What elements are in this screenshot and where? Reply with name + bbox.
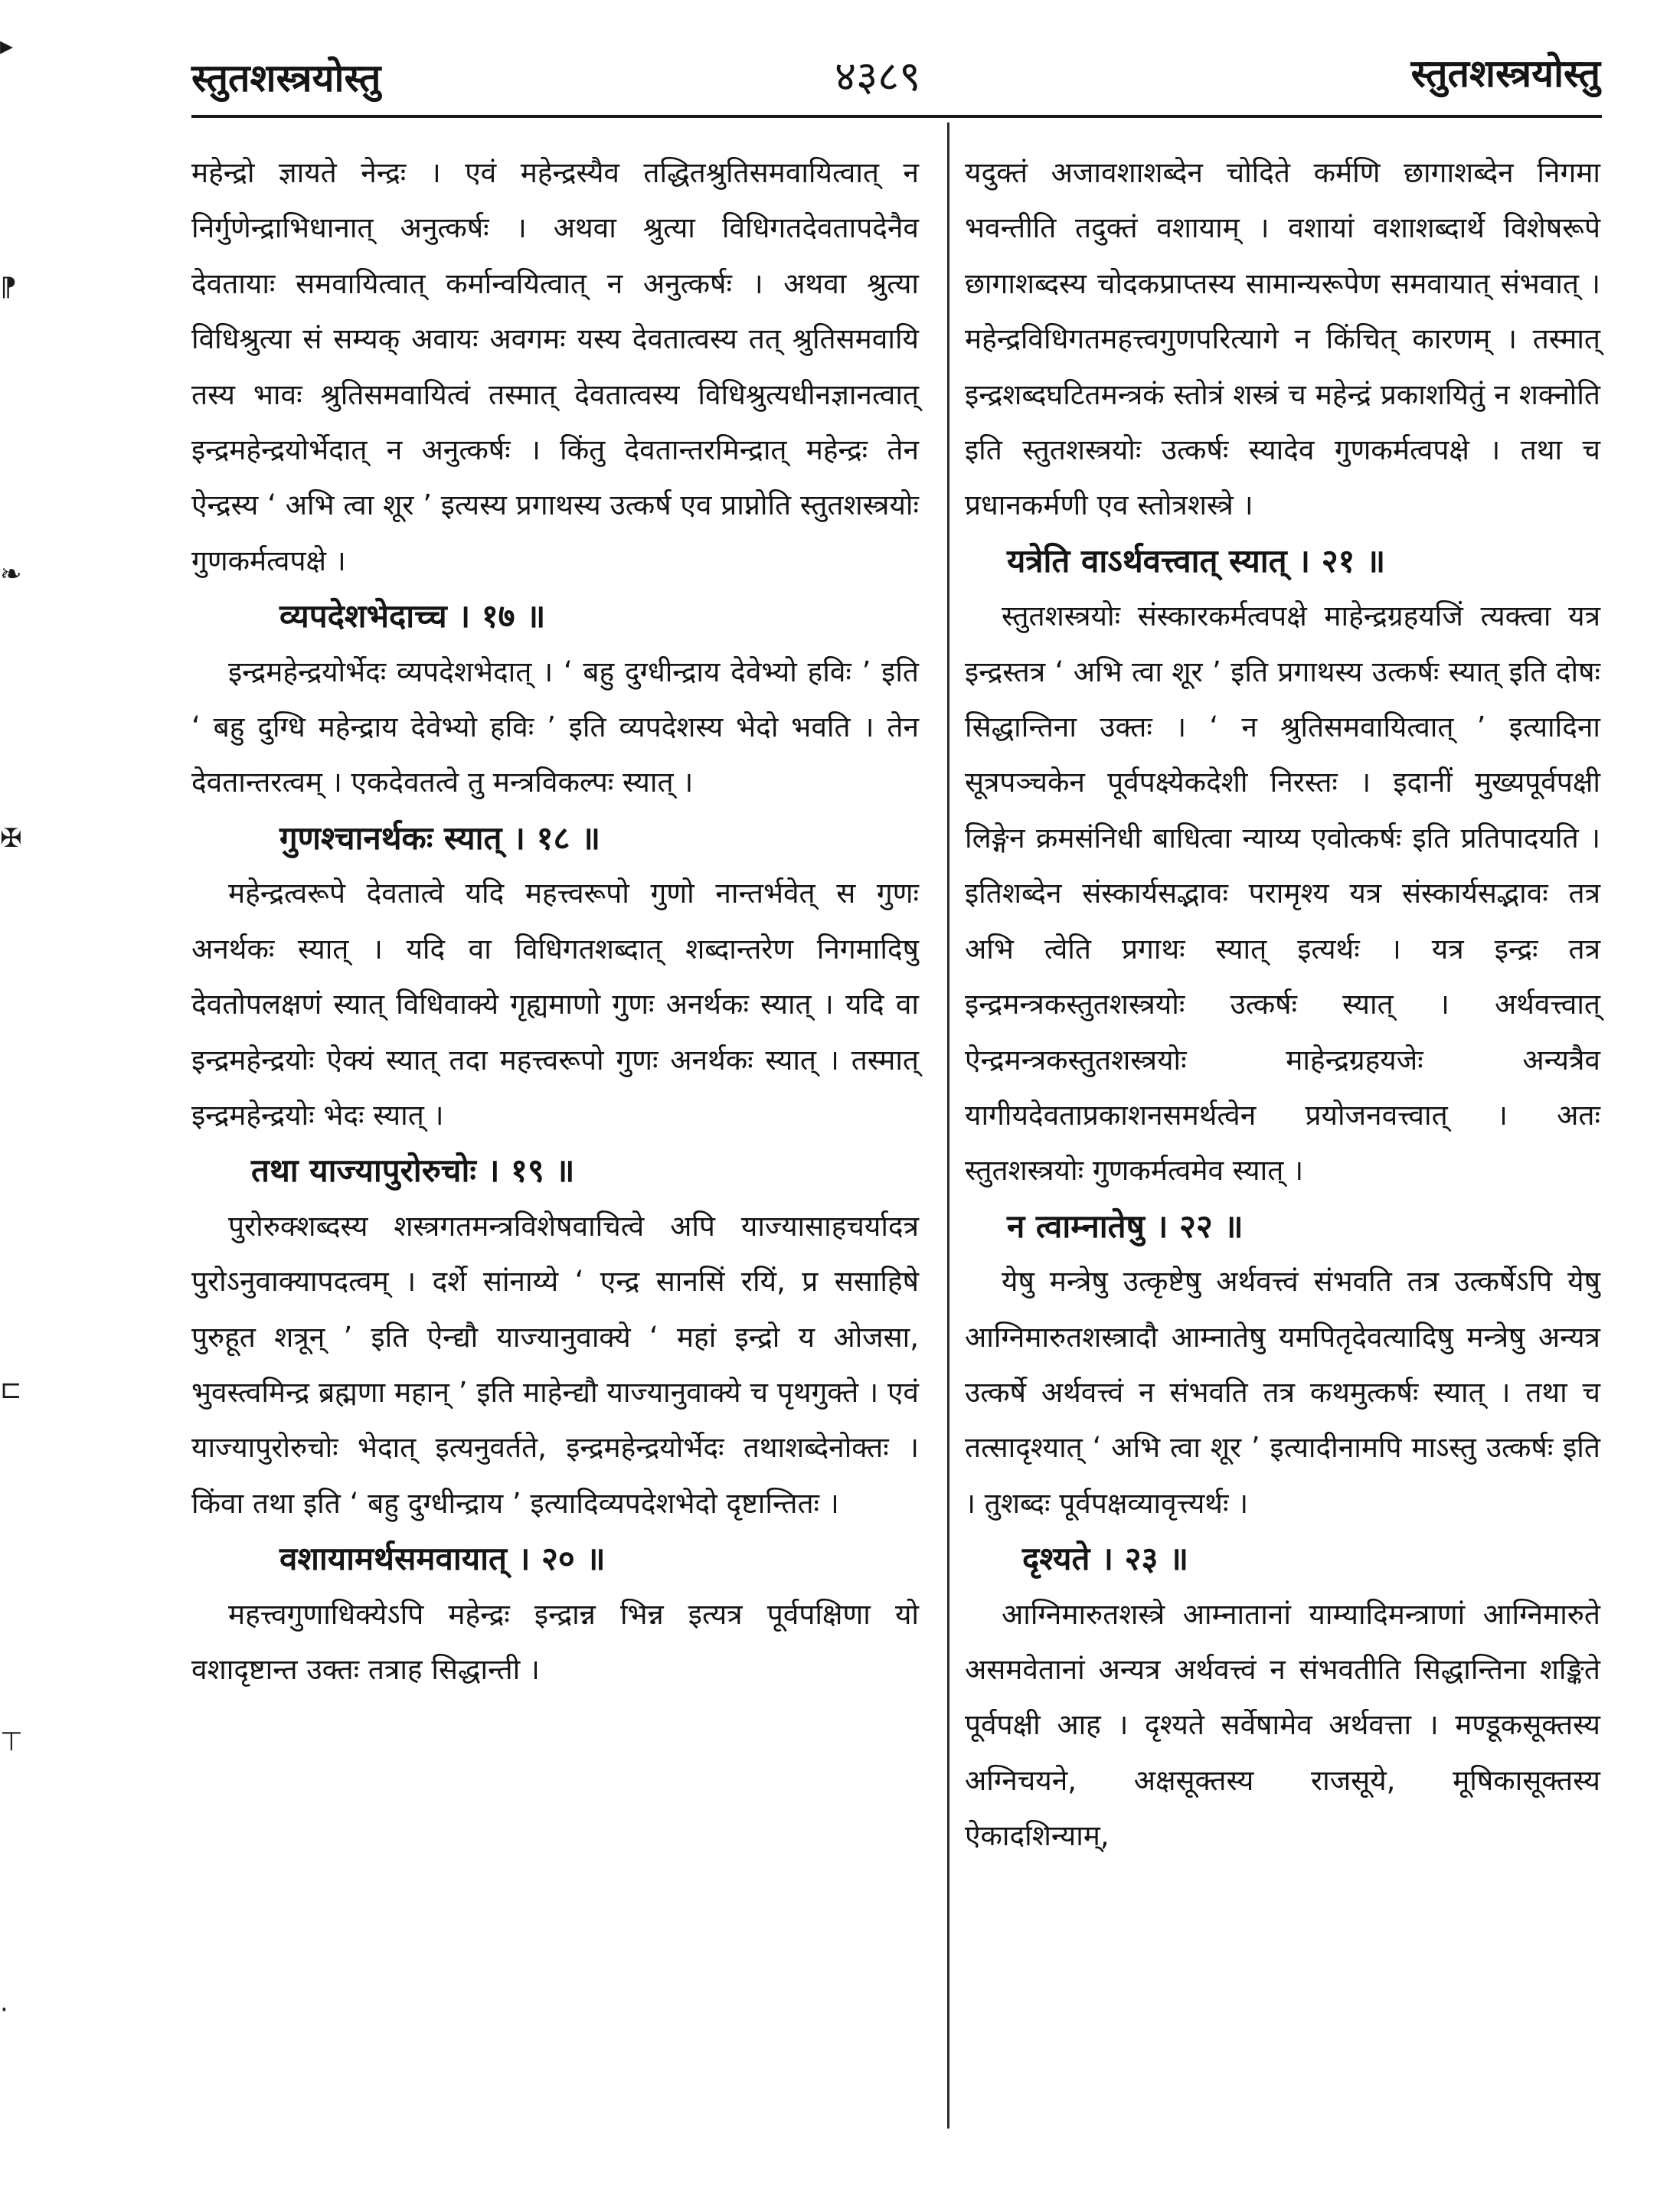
- margin-mark-2: ⁋: [0, 272, 17, 302]
- sutra-21: यत्रेति वाऽर्थवत्त्वात् स्यात् । २१ ॥: [1007, 541, 1386, 580]
- header-left-title: स्तुतशस्त्रयोस्तु: [191, 56, 381, 100]
- margin-mark-7: ·: [0, 1995, 8, 2025]
- sutra-18: गुणश्चानर्थकः स्यात् । १८ ॥: [279, 818, 601, 857]
- commentary-paragraph: आग्निमारुतशस्त्रे आम्नातानां याम्यादिमन्त्राणां आग्निमारुते असमवेतानां अन्यत्र अर्थवत्त्वं न संभवतीति सिद्धान्तिना शङ्किते पूर्वपक्षी आह । दृश्यते सर्वेषामेव अर्थवत्ता । मण्डूकसूक्तस्य अग्निचयने, अक्षसूक्तस्य राजसूये, मूषिकासूक्तस्य ऐकादशिन्याम्,: [965, 1597, 1600, 1853]
- sutra-17: व्यपदेशभेदाच्च । १७ ॥: [279, 597, 546, 636]
- header-right-title: स्तुतशस्त्रयोस्तु: [1410, 51, 1600, 96]
- commentary-paragraph: महेन्द्रत्वरूपे देवतात्वे यदि महत्त्वरूपो गुणो नान्तर्भवेत् स गुणः अनर्थकः स्यात् । यदि वा विधिगतशब्दात् शब्दान्तरेण निगमादिषु देवतोपलक्षणं स्यात् विधिवाक्ये गृह्यमाणो गुणः अनर्थकः स्यात् । यदि वा इन्द्रमहेन्द्रयोः ऐक्यं स्यात् तदा महत्त्वरूपो गुणः अनर्थकः स्यात् । तस्मात् इन्द्रमहेन्द्रयोः भेदः स्यात् ।: [191, 877, 919, 1132]
- margin-mark-3: ❧: [0, 559, 22, 590]
- commentary-paragraph: स्तुतशस्त्रयोः संस्कारकर्मत्वपक्षे माहेन्द्रग्रहयजिं त्यक्त्वा यत्र इन्द्रस्तत्र ‘ अभि त्वा शूर ’ इति प्रगाथस्य उत्कर्षः स्यात् इति दोषः सिद्धान्तिना उक्तः । ‘ न श्रुतिसमवायित्वात् ’ इत्यादिना सूत्रपञ्चकेन पूर्वपक्ष्येकदेशी निरस्तः । इदानीं मुख्यपूर्वपक्षी लिङ्गेन क्रमसंनिधी बाधित्वा न्याय्य एवोत्कर्षः इति प्रतिपादयति । इतिशब्देन संस्कार्यसद्भावः परामृश्य यत्र संस्कार्यसद्भावः तत्र अभि त्वेति प्रगाथः स्यात् इत्यर्थः । यत्र इन्द्रः तत्र इन्द्रमन्त्रकस्तुतशस्त्रयोः उत्कर्षः स्यात् । अर्थवत्त्वात् ऐन्द्रमन्त्रकस्तुतशस्त्रयोः माहेन्द्रग्रहयजेः अन्यत्रैव यागीयदेवताप्रकाशनसमर्थत्वेन प्रयोजनवत्त्वात् । अतः स्तुतशस्त्रयोः गुणकर्मत्वमेव स्यात् ।: [965, 600, 1601, 1188]
- commentary-paragraph: महेन्द्रो ज्ञायते नेन्द्रः । एवं महेन्द्रस्यैव तद्धितश्रुतिसमवायित्वात् न निर्गुणेन्द्राभिधानात् अनुत्कर्षः । अथवा श्रुत्या विधिगतदेवतापदेनैव देवतायाः समवायित्वात् कर्मान्वयित्वात् न अनुत्कर्षः । अथवा श्रुत्या विधिश्रुत्या सं सम्यक् अवायः अवगमः यस्य देवतात्वस्य तत् श्रुतिसमवायि तस्य भावः श्रुतिसमवायित्वं तस्मात् देवतात्वस्य विधिश्रुत्यधीनज्ञानत्वात् इन्द्रमहेन्द्रयोर्भेदात् न अनुत्कर्षः । किंतु देवतान्तरमिन्द्रात् महेन्द्रः तेन ऐन्द्रस्य ‘ अभि त्वा शूर ’ इत्यस्य प्रगाथस्य उत्कर्ष एव प्राप्नोति स्तुतशस्त्रयोः गुणकर्मत्वपक्षे ।: [191, 156, 919, 577]
- right-column: [965, 145, 1600, 1864]
- page-header: [191, 29, 1600, 113]
- page-number: ४३८९: [835, 52, 921, 100]
- margin-mark-1: ▸: [0, 31, 14, 61]
- commentary-paragraph: येषु मन्त्रेषु उत्कृष्टेषु अर्थवत्त्वं संभवति तत्र उत्कर्षेऽपि येषु आग्निमारुतशस्त्रादौ आम्नातेषु यमपितृदेवत्यादिषु मन्त्रेषु अन्यत्र उत्कर्षे अर्थवत्त्वं न संभवति तत्र कथमुत्कर्षः स्यात् । तथा च तत्सादृश्यात् ‘ अभि त्वा शूर ’ इत्यादीनामपि माऽस्तु उत्कर्षः इति । तुशब्दः पूर्वपक्षव्यावृत्त्यर्थः ।: [965, 1265, 1600, 1520]
- sutra-23: दृश्यते । २३ ॥: [1022, 1540, 1189, 1578]
- column-divider: [947, 123, 949, 2129]
- left-column: [191, 145, 919, 1697]
- commentary-paragraph: इन्द्रमहेन्द्रयोर्भेदः व्यपदेशभेदात् । ‘ बहु दुग्धीन्द्राय देवेभ्यो हविः ’ इति ‘ बहु दुग्धि महेन्द्राय देवेभ्यो हविः ’ इति व्यपदेशस्य भेदो भवति । तेन देवतान्तरत्वम् । एकदेवतत्वे तु मन्त्रविकल्पः स्यात् ।: [191, 655, 919, 799]
- margin-mark-4: ✠: [0, 823, 22, 854]
- sutra-20: वशायामर्थसमवायात् । २० ॥: [279, 1540, 606, 1578]
- margin-mark-6: ⊤: [0, 1727, 23, 1757]
- commentary-paragraph: महत्त्वगुणाधिक्येऽपि महेन्द्रः इन्द्रान्न भिन्न इत्यत्र पूर्वपक्षिणा यो वशादृष्टान्त उक्तः तत्राह सिद्धान्ती ।: [191, 1597, 919, 1686]
- commentary-paragraph: यदुक्तं अजावशाशब्देन चोदिते कर्मणि छागाशब्देन निगमा भवन्तीति तदुक्तं वशायाम् । वशायां वशाशब्दार्थे विशेषरूपे छागाशब्दस्य चोदकप्राप्तस्य सामान्यरूपेण समवायात् संभवात् । महेन्द्रविधिगतमहत्त्वगुणपरित्यागे न किंचित् कारणम् । तस्मात् इन्द्रशब्दघटितमन्त्रकं स्तोत्रं शस्त्रं च महेन्द्रं प्रकाशयितुं न शक्नोति इति स्तुतशस्त्रयोः उत्कर्षः स्यादेव गुणकर्मत्वपक्षे । तथा च प्रधानकर्मणी एव स्तोत्रशस्त्रे ।: [965, 156, 1600, 522]
- sutra-19: तथा याज्यापुरोरुचोः । १९ ॥: [251, 1152, 575, 1190]
- commentary-paragraph: पुरोरुक्शब्दस्य शस्त्रगतमन्त्रविशेषवाचित्वे अपि याज्यासाहचर्यादत्र पुरोऽनुवाक्यापदत्वम् । दर्शे सांनाय्ये ‘ एन्द्र सानसिं रयिं, प्र ससाहिषे पुरुहूत शत्रून् ’ इति ऐन्द्यौ याज्यानुवाक्ये ‘ महां इन्द्रो य ओजसा, भुवस्त्वमिन्द्र ब्रह्मणा महान् ’ इति माहेन्द्यौ याज्यानुवाक्ये च पृथगुक्ते । एवं याज्यापुरोरुचोः भेदात् इत्यनुवर्तते, इन्द्रमहेन्द्रयोर्भेदः तथाशब्देनोक्तः । किंवा तथा इति ‘ बहु दुग्धीन्द्राय ’ इत्यादिव्यपदेशभेदो दृष्टान्तितः ।: [191, 1209, 919, 1520]
- margin-mark-5: ⊏: [0, 1374, 22, 1405]
- sutra-22: न त्वाम्नातेषु । २२ ॥: [1007, 1207, 1244, 1245]
- header-rule: [191, 115, 1602, 118]
